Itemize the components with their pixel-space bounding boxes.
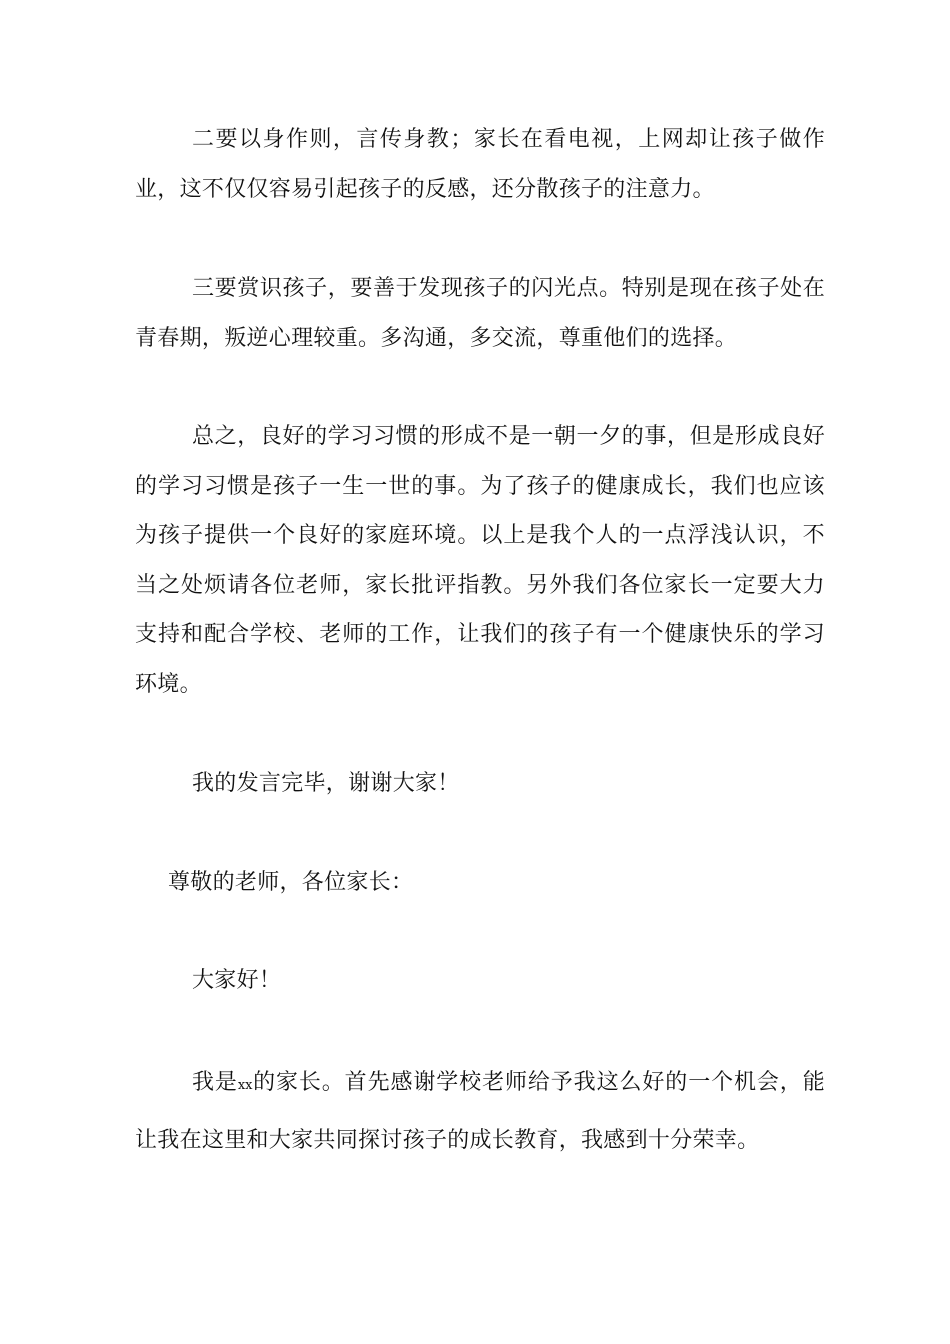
paragraph-greeting: 大家好！	[192, 968, 282, 993]
paragraph-lead-by-example: 二要以身作则，言传身教；家长在看电视，上网却让孩子做作业，这不仅仅容易引起孩子的反感，还分散孩子的注意力。	[135, 127, 825, 202]
name-placeholder: xx	[237, 1078, 253, 1093]
paragraph-conclusion: 总之，良好的学习习惯的形成不是一朝一夕的事，但是形成良好的学习习惯是孩子一生一世的事。为了孩子的健康成长，我们也应该为孩子提供一个良好的家庭环境。以上是我个人的一点浮浅认识，不当之处烦请各位老师，家长批评指教。另外我们各位家长一定要大力支持和配合学校、老师的工作，让我们的孩子有一个健康快乐的学习环境。	[135, 424, 825, 697]
paragraph-introduction	[135, 1055, 825, 1168]
paragraph-salutation: 尊敬的老师，各位家长：	[168, 870, 414, 895]
intro-text-before: 我是	[192, 1070, 238, 1095]
paragraph-closing-thanks: 我的发言完毕，谢谢大家！	[192, 771, 460, 796]
intro-text-after: 的家长。首先感谢学校老师给予我这么好的一个机会，能让我在这里和大家共同探讨孩子的成长教育，我感到十分荣幸。	[135, 1070, 825, 1153]
paragraph-appreciate-children: 三要赏识孩子，要善于发现孩子的闪光点。特别是现在孩子处在青春期，叛逆心理较重。多沟通，多交流，尊重他们的选择。	[135, 276, 825, 351]
